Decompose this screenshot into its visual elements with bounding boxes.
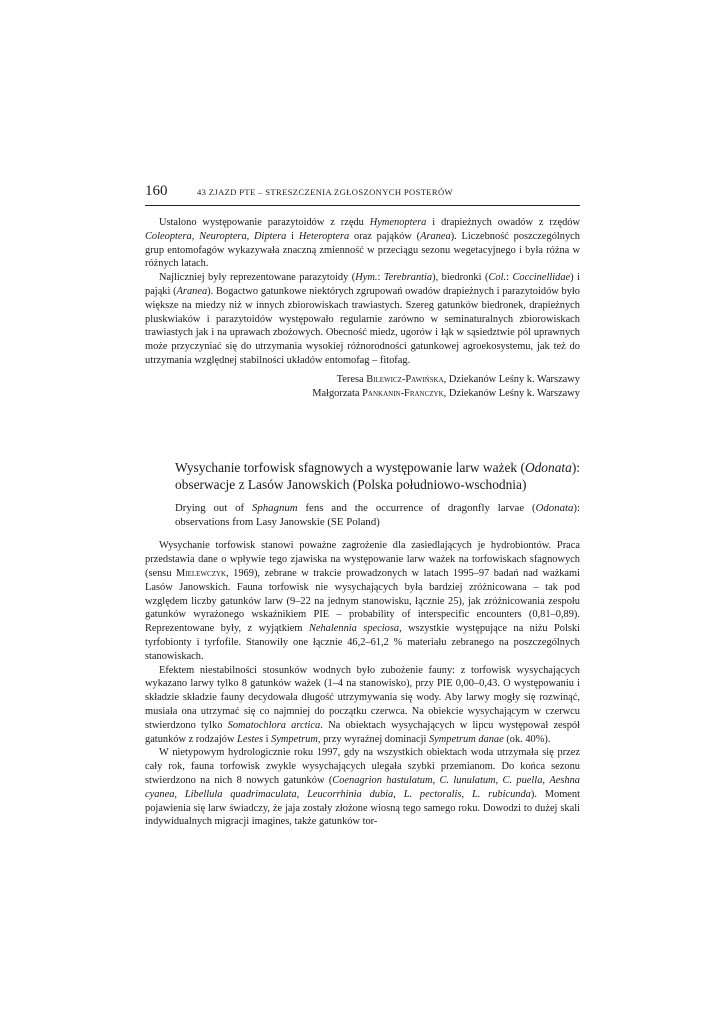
running-title: 43 ZJAZD PTE – STRESZCZENIA ZGŁOSZONYCH POSTERÓW bbox=[197, 187, 453, 197]
abstract2-paragraph-3: W nietypowym hydrologicznie roku 1997, gdy na wszystkich obiektach woda utrzymała się przez cały rok, fauna torfowisk zwykle wysychających ulegała szybki przemianom. Do końca sezonu stwierdzono na nich 8 nowych gatunków (Coenagrion hastulatum, C. lunulatum, C. puella, Aeshna cyanea, Libellula quadrimaculata, Leucorrhinia dubia, L. pectoralis, L. rubicunda). Moment pojawienia się larw świadczy, że jaja zostały złożone wiosną tego samego roku. Dowodzi to dużej skali indywidualnych migracji imagines, także gatunków tor- bbox=[145, 747, 580, 828]
article-title-english: Drying out of Sphagnum fens and the occurrence of dragonfly larvae (Odonata): observations from Lasy Janowskie (SE Poland) bbox=[175, 502, 580, 529]
abstract1-paragraph-2: Najliczniej były reprezentowane parazytoidy (Hym.: Terebrantia), biedronki (Col.: Coccinellidae) i pająki (Aranea). Bogactwo gatunkowe niektórych zgrupowań owadów drapieżnych i parazytoidów było większe na miedzy niż w innych zbiorowiskach trawiastych. Szereg gatunków biedronek, drapieżnych pluskwiaków i parazytoidów występowało regularnie zarówno w seminaturalnych zbiorowiskach trawiastych jak i na uprawach zbożowych. Obecność miedz, ugorów i łąk w sąsiedztwie pól uprawnych może przyczyniać się do utrzymania wysokiej różnorodności gatunkowej agroekosystemu, jak też do utrzymania względnej stabilności układów entomofag – fitofag. bbox=[145, 272, 580, 366]
abstract1-paragraph-1: Ustalono występowanie parazytoidów z rzędu Hymenoptera i drapieżnych owadów z rzędów Coleoptera, Neuroptera, Diptera i Heteroptera oraz pająków (Aranea). Liczebność poszczególnych grup entomofagów wykazywała znaczną zmienność w przeciągu sezonu wegetacyjnego i była różna w różnych latach. bbox=[145, 217, 581, 270]
abstract2-paragraph-2: Efektem niestabilności stosunków wodnych było zubożenie fauny: z torfowisk wysychających wykazano larwy tylko 8 gatunków ważek (1–4 na stanowisko), przy PIE 0,00–0,43. O występowaniu i składzie składzie fauny decydowała długość utrzymywania się wody. Aby larwy mogły się rozwinąć, musiała ona utrzymać się co najmniej do początku czerwca. Na obiekcie wysychającym w czerwcu stwierdzono tylko Somatochlora arctica. Na obiektach wysychających w lipcu występował zespół gatunków z rodzajów Lestes i Sympetrum, przy wyraźnej dominacji Sympetrum danae (ok. 40%). bbox=[145, 664, 580, 745]
page-header bbox=[145, 183, 580, 206]
abstract2-paragraph-1: Wysychanie torfowisk stanowi poważne zagrożenie dla zasiedlających je hydrobiontów. Praca przedstawia dane o wpływie tego zjawiska na występowanie larw ważek na torfowiskach sfagnowych (sensu Mielewczyk, 1969), zebrane w trakcie prowadzonych w latach 1995–97 badań nad ważkami Lasów Janowskich. Fauna torfowisk nie wysychających była bardziej zróżnicowana – tak pod względem liczby gatunków larw (9–22 na jednym stanowisku, łącznie 25), jak zróżnicowania zespołu gatunków wyrażonego wskaźnikiem PIE – probability of interspecific encounters (0,81–0,89). Reprezentowane były, z wyjątkiem Nehalennia speciosa, wszystkie występujące na niżu Polski tyrfobionty i tyrfofile. Stanowiły one łącznie 46,2–61,2 % materiału zebranego na poszczególnych stanowiskach. bbox=[145, 540, 580, 662]
article-title-polish: Wysychanie torfowisk sfagnowych a występowanie larw ważek (Odonata): obserwacje z Lasów Janowskich (Polska południowo-wschodnia) bbox=[175, 459, 580, 492]
author-line: Małgorzata Pankanin-Franczyk, Dziekanów Leśny k. Warszawy bbox=[312, 387, 580, 399]
page-number: 160 bbox=[145, 183, 168, 199]
page bbox=[145, 183, 580, 829]
authors-block bbox=[145, 373, 580, 401]
author-line: Teresa Bilewicz-Pawińska, Dziekanów Leśny k. Warszawy bbox=[336, 373, 580, 385]
